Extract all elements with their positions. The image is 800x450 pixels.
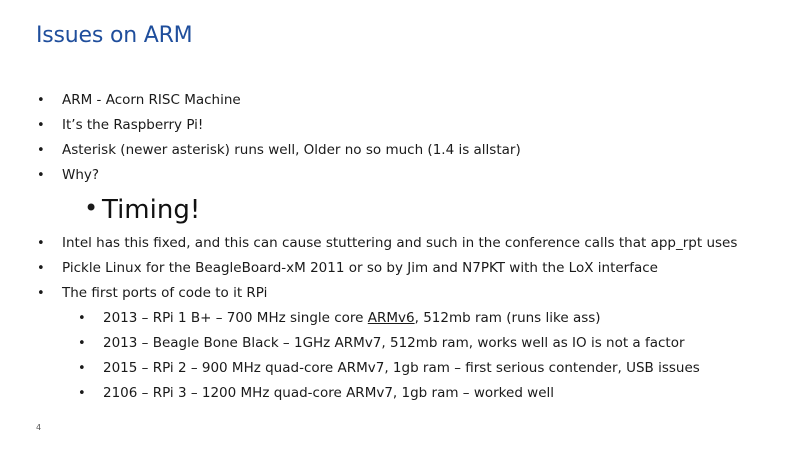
sub-bullet-text-part: 2013 – RPi 1 B+ – 700 MHz single core (103, 310, 368, 326)
bullet-item (0, 142, 800, 167)
bullet-item (0, 235, 800, 260)
bullet-marker: • (37, 261, 45, 276)
bullet-marker: • (78, 386, 86, 401)
bullet-marker: • (37, 168, 45, 183)
bullet-text: The first ports of code to it RPi (62, 285, 268, 301)
bullet-text: Asterisk (newer asterisk) runs well, Older no so much (1.4 is allstar) (62, 142, 521, 158)
bullet-list (0, 92, 800, 410)
bullet-item (0, 92, 800, 117)
emphasis-bullet (0, 192, 800, 235)
bullet-marker: • (37, 143, 45, 158)
sub-bullet-text: 2013 – Beagle Bone Black – 1GHz ARMv7, 512mb ram, works well as IO is not a factor (103, 335, 685, 351)
sub-bullet-text-part: , 512mb ram (runs like ass) (414, 310, 601, 326)
bullet-text: Pickle Linux for the BeagleBoard-xM 2011 or so by Jim and N7PKT with the LoX interface (62, 260, 658, 276)
bullet-text: Why? (62, 167, 100, 183)
bullet-item (0, 117, 800, 142)
bullet-marker: • (78, 311, 86, 326)
bullet-marker: • (78, 336, 86, 351)
bullet-text: It’s the Raspberry Pi! (62, 117, 204, 133)
bullet-item (0, 167, 800, 192)
sub-bullet-text: 2015 – RPi 2 – 900 MHz quad-core ARMv7, 1gb ram – first serious contender, USB issues (103, 360, 700, 376)
sub-bullet-item (0, 310, 800, 335)
sub-bullet-item (0, 385, 800, 410)
bullet-text: ARM - Acorn RISC Machine (62, 92, 241, 108)
armv6-link[interactable]: ARMv6 (367, 310, 415, 326)
bullet-marker: • (37, 118, 45, 133)
sub-bullet-text (103, 310, 601, 327)
sub-bullet-text: 2106 – RPi 3 – 1200 MHz quad-core ARMv7, 1gb ram – worked well (103, 385, 555, 401)
bullet-marker: • (84, 194, 99, 222)
page-number: 4 (36, 423, 42, 432)
bullet-marker: • (78, 361, 86, 376)
sub-bullet-item (0, 335, 800, 360)
bullet-marker: • (37, 93, 45, 108)
bullet-item (0, 285, 800, 310)
sub-bullet-item (0, 360, 800, 385)
emphasis-text: Timing! (102, 195, 201, 225)
bullet-marker: • (37, 286, 45, 301)
bullet-marker: • (37, 236, 45, 251)
bullet-item (0, 260, 800, 285)
slide-title: Issues on ARM (36, 23, 193, 48)
bullet-text: Intel has this fixed, and this can cause stuttering and such in the conference calls that app_rpt uses (62, 235, 738, 251)
